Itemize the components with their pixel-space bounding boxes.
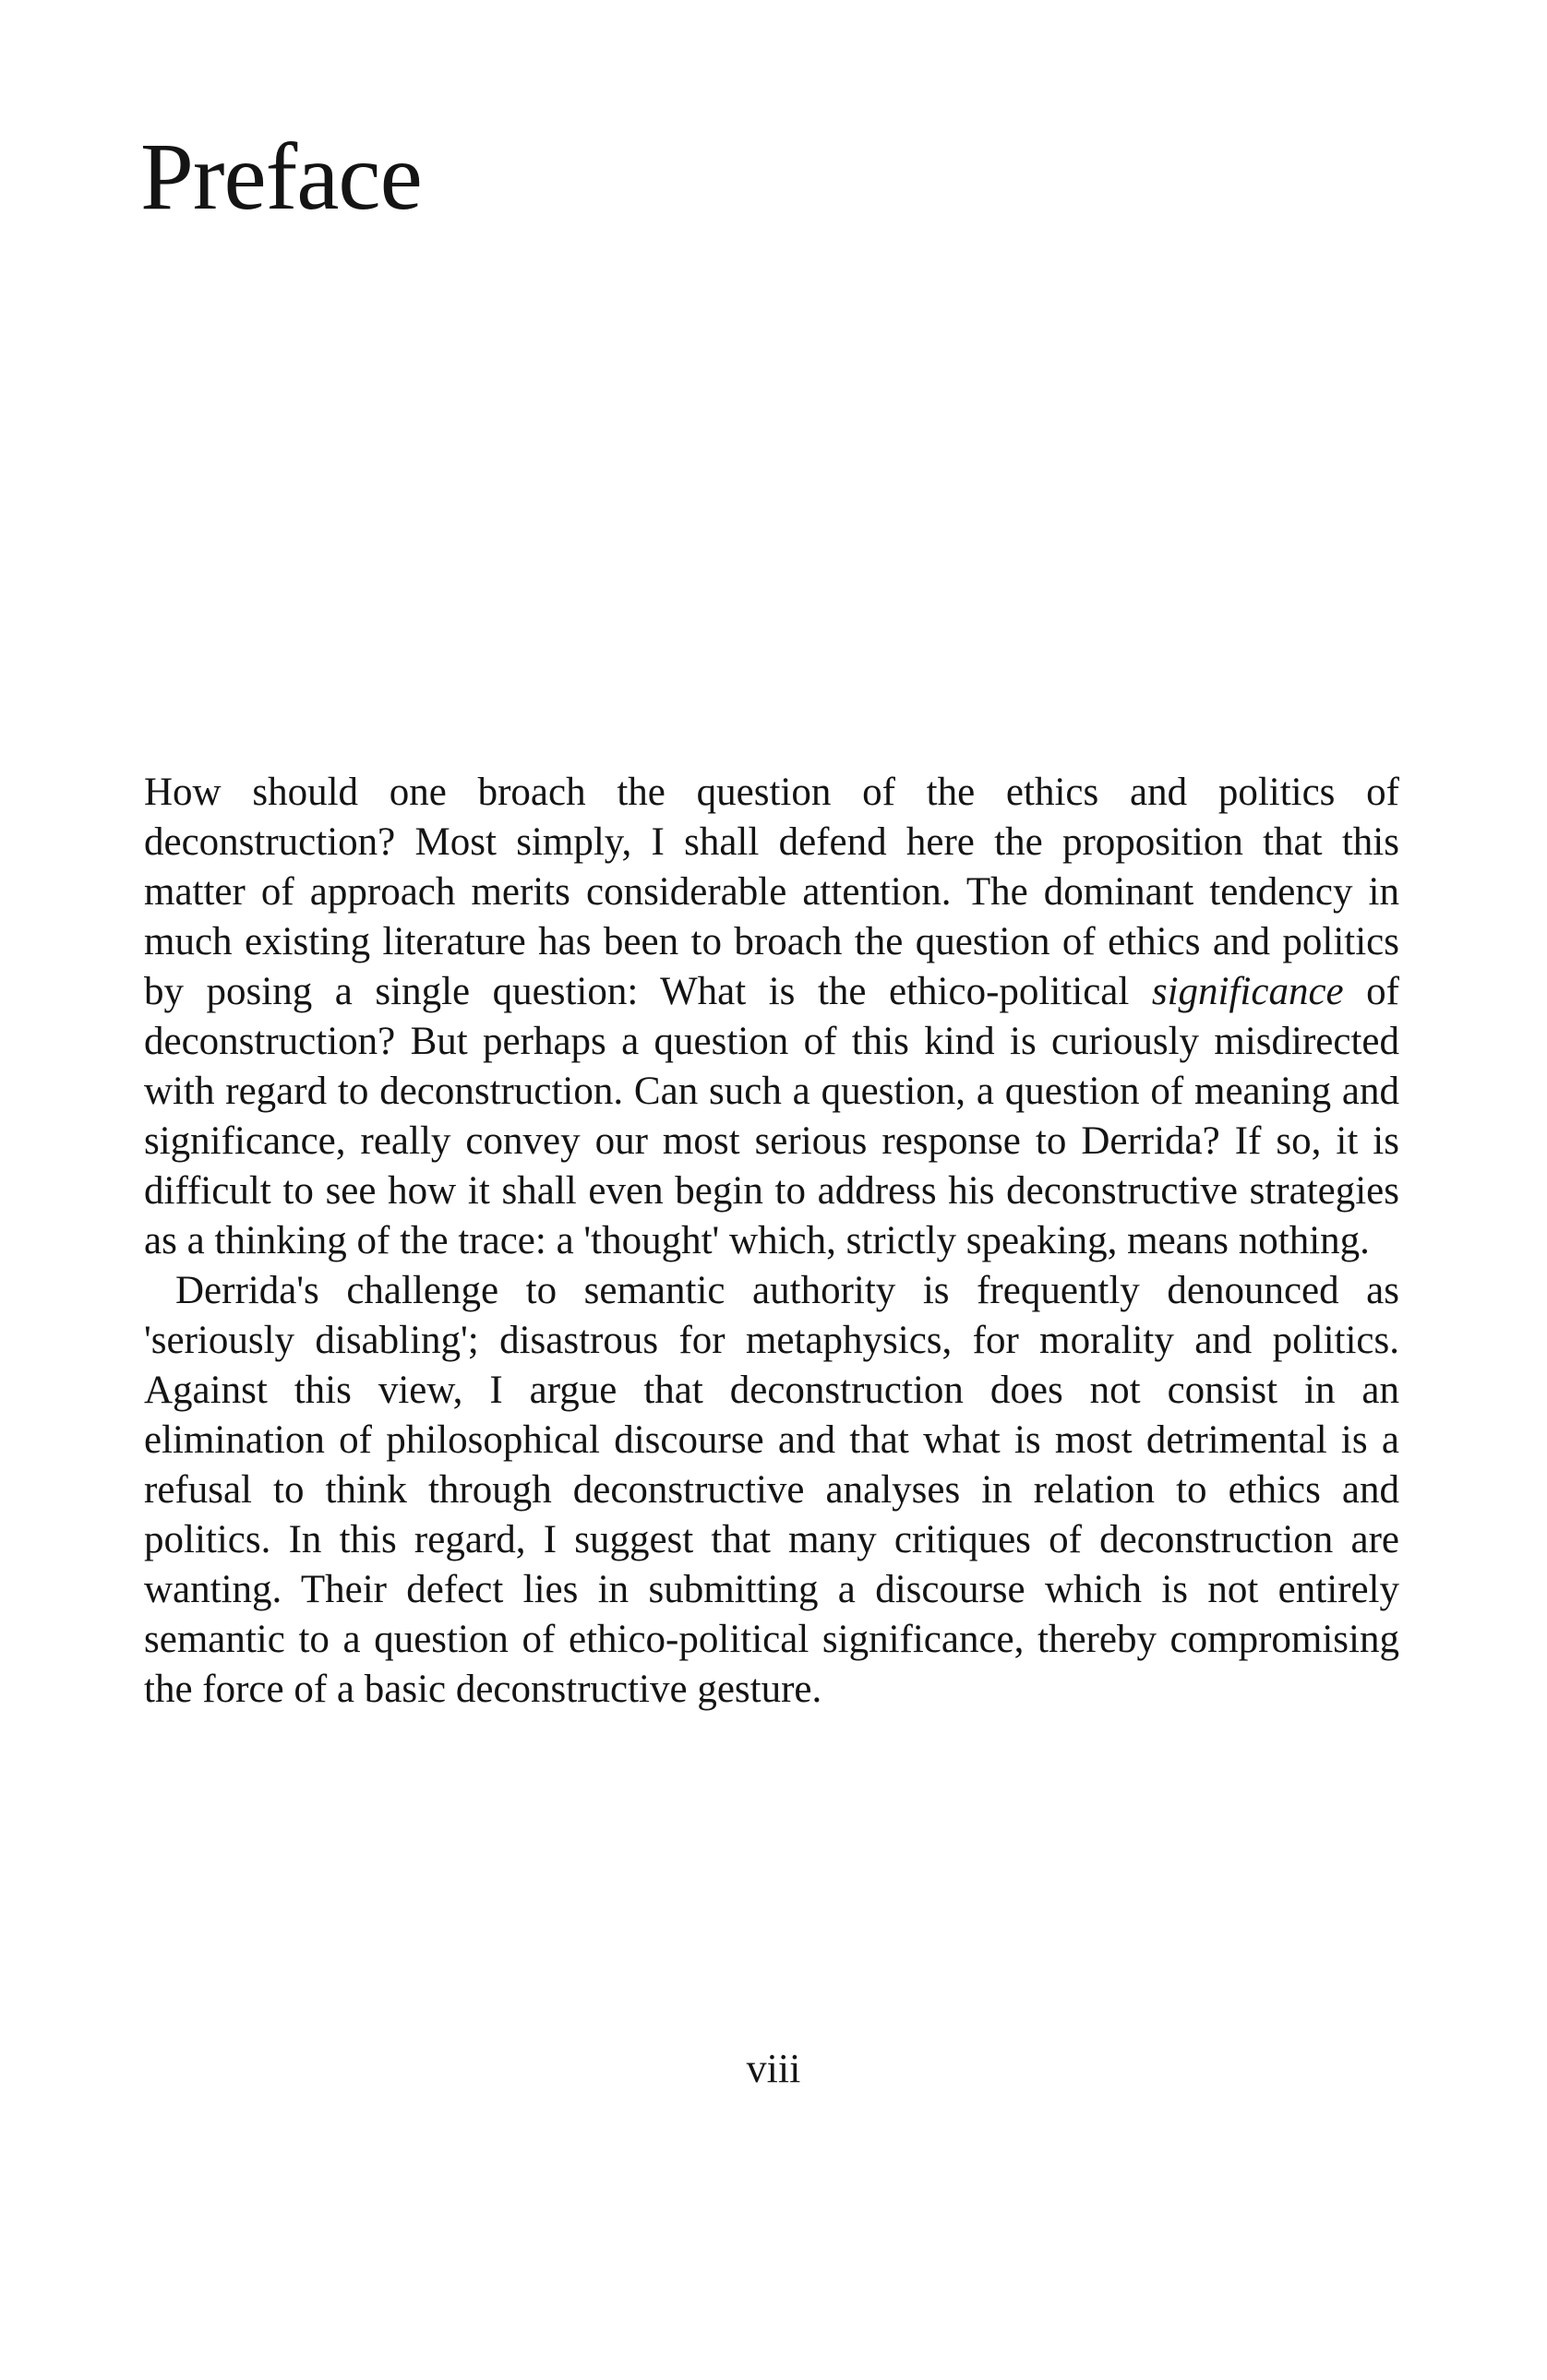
- paragraph-1-emphasis: significance: [1151, 970, 1344, 1013]
- preface-body: [144, 768, 1399, 1715]
- paragraph-2: Derrida's challenge to semantic authority is frequently denounced as 'seriously disabling'; disastrous for metaphysics, for morality and politics. Against this view, I argue that deconstruction does not consist in an elimination of philosophical discourse and that what is most detrimental is a refusal to think through deconstructive analyses in relation to ethics and politics. In this regard, I suggest that many critiques of deconstruction are wanting. Their defect lies in submitting a discourse which is not entirely semantic to a question of ethico-political significance, thereby compromising the force of a basic deconstructive gesture.: [144, 1269, 1399, 1711]
- paragraph-1: [144, 768, 1399, 1266]
- page-number: viii: [746, 2046, 801, 2091]
- paragraph-1-text-before: How should one broach the question of the ethics and politics of deconstruction? Most simply, I shall defend here the proposition that this matter of approach merits considerable attention. The dominant tendency in much existing literature has been to broach the question of ethics and politics by posing a single question: What is the ethico-political: [144, 771, 1399, 1013]
- page-title: Preface: [140, 124, 422, 230]
- paragraph-1-text-after: of deconstruction? But perhaps a question of this kind is curiously misdirected with regard to deconstruction. Can such a question, a question of meaning and significance, really convey our most serious response to Derrida? If so, it is difficult to see how it shall even begin to address his deconstructive strategies as a thinking of the trace: a 'thought' which, strictly speaking, means nothing.: [144, 970, 1400, 1262]
